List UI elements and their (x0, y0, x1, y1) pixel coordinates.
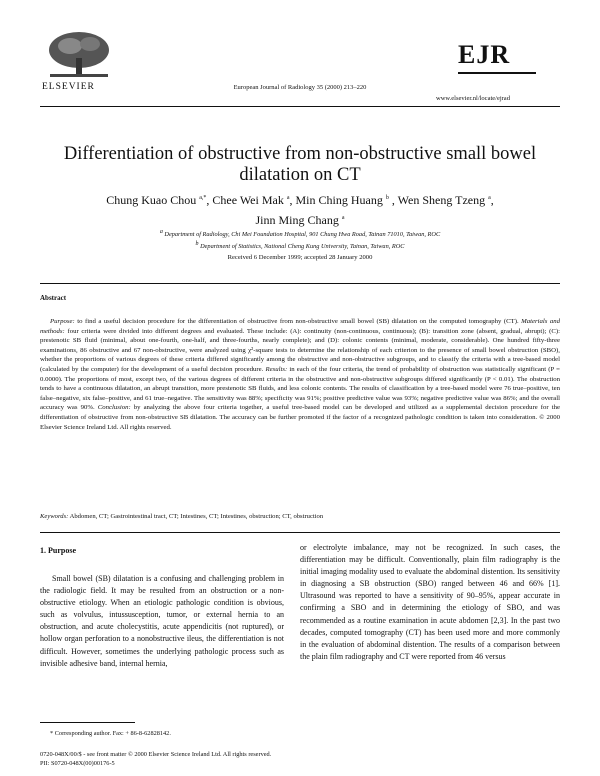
title-line: Differentiation of obstructive from non-obstructive small bowel (63, 144, 537, 164)
methods-text: four criteria were divided into different degrees and evaluated. These include: (A): continuity (non-continuous, continuous); (B): transition zone (absent, gradual, abrupt); (C): prestenotic SB fluid (minimal, about one-fourth, one-half, and three-fourths, nearly complete); and (D): colonic contents (minimal, moderate, considerable). One hundred fifty-three examinations, 86 obstructive and 67 non-obstructive, were analyzed using χ²-square tests to determine the relationship of each criterion to the presence of small bowel obstruction (SBO), whether the proportions of various degrees of these criteria differed significantly among the obstructive and non-obstructive subgroups, and to classify the criteria with a tree-based model (calculated by the computer) for the development of a useful decision procedure. (40, 327, 560, 373)
keywords (40, 513, 560, 520)
title-line: dilatation on CT (239, 165, 361, 185)
author-list (40, 189, 560, 229)
author-name: Min Ching Huang (295, 193, 383, 207)
results-text: in each of the four criteria, the trend of probability of obstruction was statistically significant (P = 0.0000). The proportions of most, except two, of the various degrees of different criteria in the obstructive and non-obstructive subgroups differed significantly (P < 0.01). The obstruction tends to have a continuous dilatation, an abrupt transition, more prestenotic SB fluids, and less colonic contents. The results of classification by a tree-based model were 76 true–positive, ten false–negative, six false–positive, and 61 true–negative. The sensitivity was 88%; specificity was 91%; positive predictive value was 93%; negative predictive value was 86%; and the overall accuracy was 90%. (40, 365, 560, 412)
pii-line: PII: S0720-048X(00)00176-5 (40, 760, 115, 767)
conclusion-text: by analyzing the above four criteria together, a useful tree-based model can be developed and utilized as a supplemental decision procedure for the differentiation of obstructive from non-obstructive SB dilatation. The accuracy can be further promoted if the factor of a recognized pathologic condition is taken into consideration. © 2000 Elsevier Science Ireland Ltd. All rights reserved. (40, 404, 560, 431)
copyright-line: 0720-048X/00/$ - see front matter © 2000 Elsevier Science Ireland Ltd. All rights reserved. (40, 751, 272, 758)
publisher-name: ELSEVIER (42, 82, 95, 92)
purpose-text: to find a useful decision procedure for the differentiation of obstructive from non-obstructive small bowel (SB) dilatation on the computed tomography (CT). (74, 318, 522, 325)
conclusion-label: Conclusion: (97, 404, 131, 412)
corresponding-author-footnote: * Corresponding author. Fax: + 86-8-62828142. (50, 730, 171, 737)
author-separator: , (388, 193, 398, 207)
author-name: Chung Kuao Chou (106, 193, 197, 207)
abstract-bottom-divider (40, 532, 560, 533)
footnote-divider (40, 722, 135, 723)
abstract-top-divider (40, 283, 560, 284)
author-affiliation-marker: a (488, 195, 491, 201)
keywords-label: Keywords: (40, 513, 69, 520)
results-label: Results: (265, 365, 288, 373)
author-name: Chee Wei Mak (212, 193, 284, 207)
affiliation-a: $^a$ Department of Radiology, Chi Mei Foundation Hospital, 901 Chung Hwa Road, Tainan 71010, Taiwan, ROC (159, 229, 441, 239)
received-dates: Received 6 December 1999; accepted 28 January 2000 (227, 254, 373, 261)
author-name: Wen Sheng Tzeng (397, 193, 486, 207)
article-title (60, 144, 540, 186)
body-right-column: or electrolyte imbalance, may not be recognized. In such cases, the differentiation may be difficult. Conventionally, plain film radiography is the initial imaging modality used to evaluate the abdominal distention. Its sensitivity in diagnosing a SB obstruction (SBO) ranged between 46 and 66% [1]. Ultrasound was reported to have a sensitivity of 90–95%, appear accurate in confirming a SBO and in determining the etiology of SBO, and was recommended as a routine examination in acute abdomen [2,3]. In the past two decades, computed tomography (CT) has been used more and more commonly in the evaluation of abdominal distention. The results of a comparison between the plain film radiography and CT were reported from 46 versus (300, 543, 560, 661)
section-heading: 1. Purpose (40, 546, 76, 555)
body-left-column: Small bowel (SB) dilatation is a confusing and challenging problem in the radiologic field. It may be resulted from an obstruction or a non-obstructive etiology. When an etiologic pathologic condition is obvious, such as volvulus, intussusception, tumor, or external hernia to an obstruction, and acute cholecystitis, acute appendicitis (not ruptured), or hollow organ perforation to a nonobstructive ileus, the differentiation is not difficult. However, sometimes the underlying pathologic process such as invisible adhesive band, internal hernia, (40, 574, 284, 668)
author-separator: , (289, 193, 296, 207)
journal-reference: European Journal of Radiology 35 (2000) 213–220 (233, 84, 367, 91)
purpose-label: Purpose: (50, 318, 75, 325)
affiliation-b: $^b$ Department of Statistics, National Cheng Kung University, Tainan, Taiwan, ROC (195, 240, 405, 250)
abstract-body (40, 317, 560, 432)
author-name: Jinn Ming Chang (255, 213, 339, 227)
author-separator: , (206, 193, 213, 207)
author-affiliation-marker: a (286, 195, 290, 201)
journal-logo: EJR (458, 40, 511, 69)
header-divider (40, 106, 560, 107)
journal-url[interactable]: www.elsevier.nl/locate/ejrad (436, 95, 510, 102)
methods-label: Materials and methods: (40, 318, 560, 335)
copyright-block (40, 750, 271, 768)
keywords-text: Abdomen, CT; Gastrointestinal tract, CT; Intestines, CT; Intestines, obstruction; CT, obstruction (68, 513, 324, 520)
author-affiliation-marker: a,* (199, 195, 207, 201)
tree-icon (40, 28, 118, 80)
author-separator: , (490, 193, 494, 207)
author-affiliation-marker: b (385, 195, 389, 201)
author-affiliation-marker: a (341, 215, 345, 221)
journal-logo-underline (458, 72, 536, 74)
abstract-heading: Abstract (40, 294, 67, 302)
affiliations (40, 228, 560, 251)
